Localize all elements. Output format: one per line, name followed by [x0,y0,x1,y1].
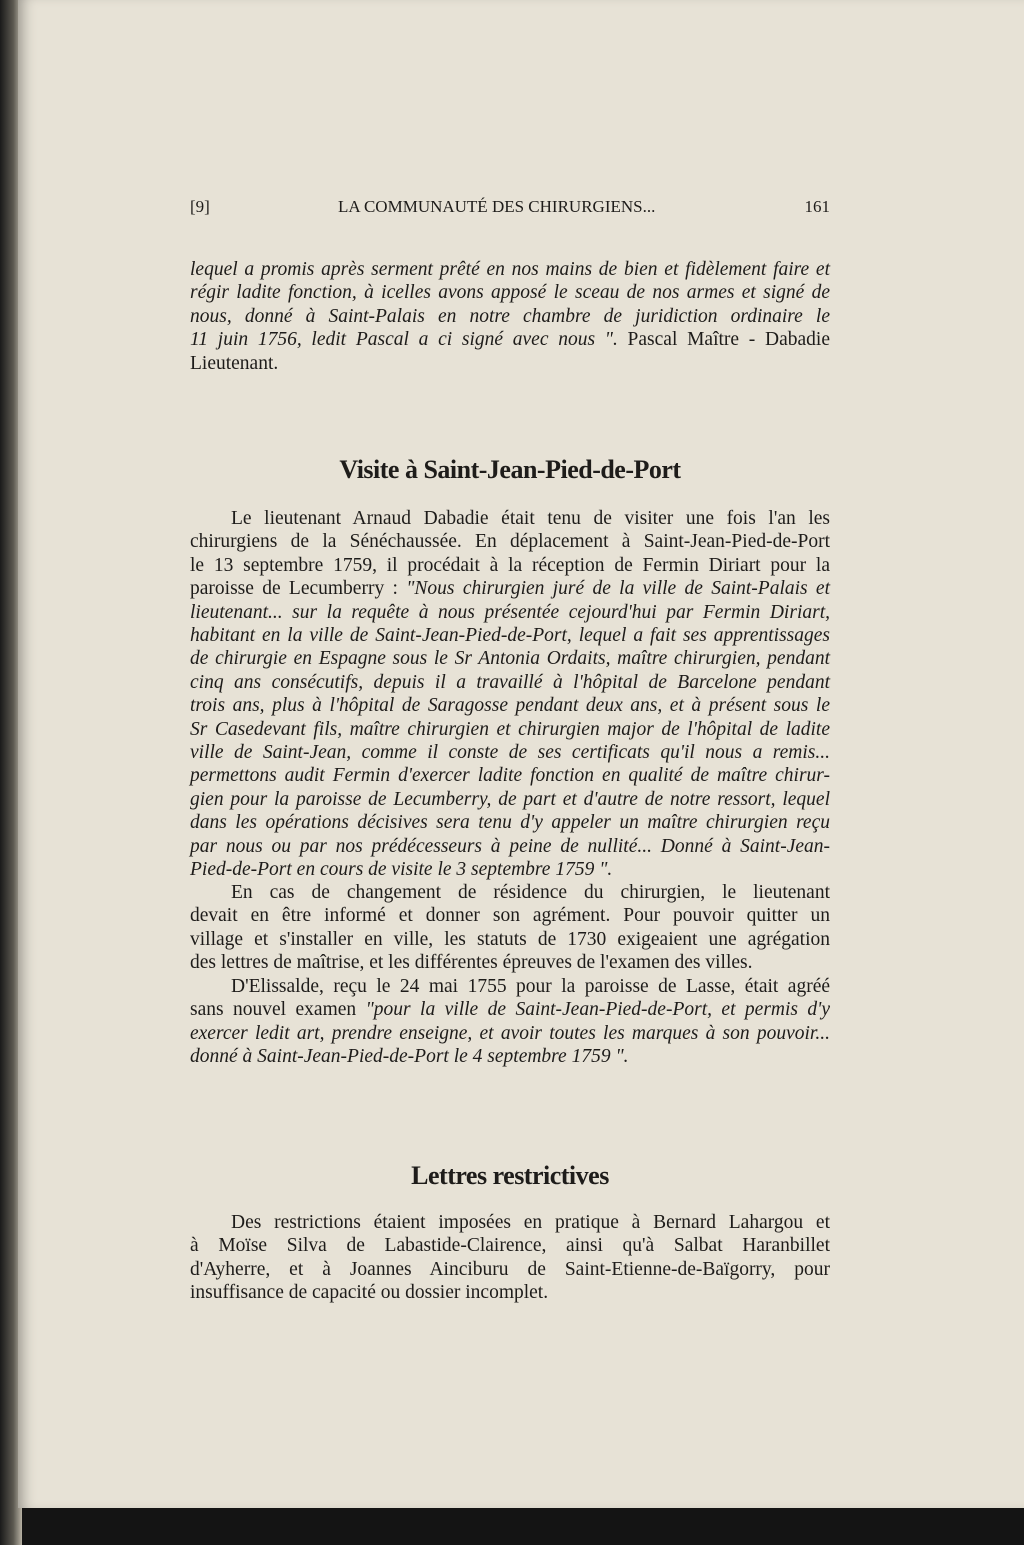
text-line [190,694,830,717]
text-line [190,577,830,600]
body-text: sans nouvel examen [190,999,366,1021]
quoted-italic-text: "pour la ville de Saint-Jean-Pied-de-Port, et permis d'y [365,999,830,1021]
body-text: d'Ayherre, et à Joannes Ainciburu de Saint-Etienne-de-Baïgorry, pour [190,1258,830,1280]
section-heading: Visite à Saint-Jean-Pied-de-Port [339,455,681,484]
body-text: à Moïse Silva de Labastide-Clairence, ainsi qu'à Salbat Haranbillet [190,1235,830,1257]
quoted-italic-text: lieutenant... sur la requête à nous présentée cejourd'hui par Fermin Diriart, [190,601,830,623]
quoted-italic-text: de chirurgie en Espagne sous le Sr Antonia Ordaits, maître chirurgien, pendant [190,648,830,670]
quoted-italic-text: trois ans, plus à l'hôpital de Saragosse pendant deux ans, et à présent sous le [190,695,830,717]
quoted-italic-text: donné à Saint-Jean-Pied-de-Port le 4 septembre 1759 ". [190,1046,629,1068]
quoted-italic-text: régir ladite fonction, à icelles avons apposé le sceau de nos armes et signé de [190,282,830,304]
quoted-italic-text: nous, donné à Saint-Palais en notre chambre de juridiction ordinaire le [190,305,830,327]
text-line [190,647,830,670]
text-line [190,258,830,281]
quoted-italic-text: lequel a promis après serment prêté en nos mains de bien et fidèlement faire et [190,259,830,280]
body-text: En cas de changement de résidence du chirurgien, le lieutenant [231,882,830,903]
body-text: chirurgiens de la Sénéchaussée. En déplacement à Saint-Jean-Pied-de-Port [190,531,830,553]
body-text: Des restrictions étaient imposées en pratique à Bernard Lahargou et [231,1212,830,1233]
text-line [190,858,830,881]
text-line [190,1234,830,1257]
text-line [190,328,830,351]
text-line [190,1022,830,1045]
text-line [190,975,830,998]
body-text: Pascal Maître - Dabadie [617,329,830,351]
text-line [190,601,830,624]
text-line [190,1045,830,1068]
text-line [190,671,830,694]
text-line [190,352,830,375]
running-title: LA COMMUNAUTÉ DES CHIRURGIENS... [338,197,656,216]
quoted-italic-text: Sr Casedevant fils, maître chirurgien et chirurgien major de l'hôpital de ladite [190,718,830,740]
running-header [190,197,830,221]
text-line [190,881,830,904]
text-line [190,788,830,811]
text-line [190,1281,830,1304]
body-text: Le lieutenant Arnaud Dabadie était tenu de visiter une fois l'an les [231,508,830,529]
text-line [190,951,830,974]
quoted-italic-text: ville de Saint-Jean, comme il conste de ses certificats qu'il nous a remis... [190,742,830,763]
text-line [190,811,830,834]
quoted-italic-text: gien pour la paroisse de Lecumberry, de part et d'autre de notre ressort, lequel [190,788,830,810]
quoted-italic-text: exercer ledit art, prendre enseigne, et avoir toutes les marques à son pouvoir... [190,1022,830,1044]
text-line [190,305,830,328]
text-line [190,507,830,530]
body-text: le 13 septembre 1759, il procédait à la réception de Fermin Diriart pour la [190,554,830,576]
quoted-italic-text: 11 juin 1756, ledit Pascal a ci signé avec nous ". [190,329,618,351]
body-text: insuffisance de capacité ou dossier incomplet. [190,1282,549,1304]
quoted-italic-text: Pied-de-Port en cours de visite le 3 septembre 1759 ". [190,859,613,880]
text-line [190,530,830,553]
body-text: village et s'installer en ville, les statuts de 1730 exigeaient une agrégation [190,928,830,950]
quoted-italic-text: "Nous chirurgien juré de la ville de Saint-Palais et [406,578,830,600]
body-text: paroisse de Lecumberry : [190,578,407,600]
body-text: D'Elissalde, reçu le 24 mai 1755 pour la paroisse de Lasse, était agréé [231,976,830,997]
text-line [190,624,830,647]
text-line [190,928,830,951]
quoted-italic-text: dans les opérations décisives sera tenu d'y appeler un maître chirurgien reçu [190,812,830,834]
text-line [190,554,830,577]
text-line [190,764,830,787]
body-text: des lettres de maîtrise, et les différentes épreuves de l'examen des villes. [190,952,753,974]
text-line [190,718,830,741]
text-line [190,281,830,304]
text-line [190,835,830,858]
quoted-italic-text: par nous ou par nos prédécesseurs à peine de nullité... Donné à Saint-Jean- [190,835,830,857]
body-text: devait en être informé et donner son agrément. Pour pouvoir quitter un [190,905,830,927]
quoted-italic-text: permettons audit Fermin d'exercer ladite fonction en qualité de maître chirur- [190,765,830,787]
section-heading: Lettres restrictives [411,1161,609,1190]
text-line [190,998,830,1021]
text-line [190,1211,830,1234]
section-number: [9] [190,197,210,216]
page-number: 161 [804,197,830,216]
text-line [190,904,830,927]
text-line [190,741,830,764]
body-text: Lieutenant. [190,352,279,374]
text-line [190,1258,830,1281]
quoted-italic-text: habitant en la ville de Saint-Jean-Pied-de-Port, lequel a fait ses apprentissages [190,625,830,646]
quoted-italic-text: cinq ans consécutifs, depuis il a travaillé à l'hôpital de Barcelone pendant [190,671,830,693]
